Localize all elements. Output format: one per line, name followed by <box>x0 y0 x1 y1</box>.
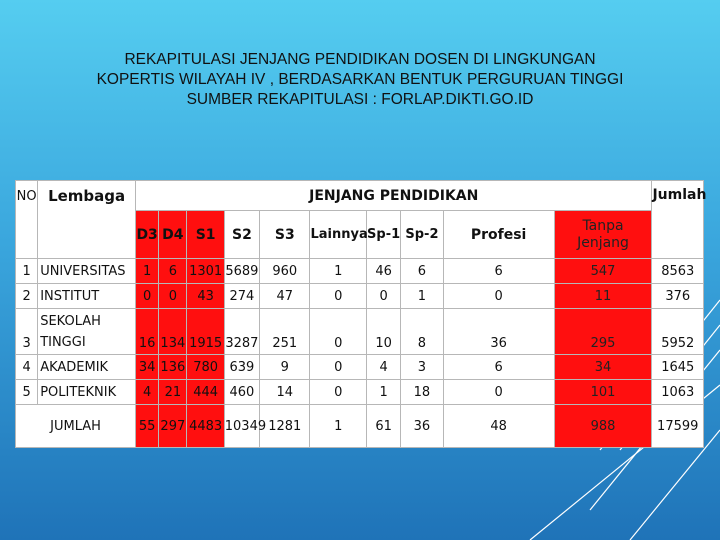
cell-s3: 251 <box>260 309 310 355</box>
cell-d4: 6 <box>159 259 187 284</box>
header-jumlah: Jumlah <box>652 181 704 259</box>
cell-profesi: 36 <box>443 309 554 355</box>
header-sp1: Sp-1 <box>366 211 400 259</box>
total-tanpa-jenjang: 988 <box>554 405 652 448</box>
cell-lainnya: 0 <box>310 284 366 309</box>
cell-sp1: 1 <box>366 380 400 405</box>
cell-lembaga <box>38 309 136 355</box>
title-line-1: REKAPITULASI JENJANG PENDIDIKAN DOSEN DI LINGKUNGAN <box>124 51 596 68</box>
cell-lainnya: 0 <box>310 355 366 380</box>
cell-s1: 780 <box>187 355 224 380</box>
cell-s3: 9 <box>260 355 310 380</box>
cell-lembaga: UNIVERSITAS <box>38 259 136 284</box>
cell-jumlah: 8563 <box>652 259 704 284</box>
header-s2: S2 <box>224 211 259 259</box>
rekap-table <box>15 180 707 448</box>
cell-lembaga: INSTITUT <box>38 284 136 309</box>
header-row-1 <box>16 181 704 211</box>
table-row <box>16 259 704 284</box>
cell-sp2: 1 <box>401 284 443 309</box>
total-jumlah: 17599 <box>652 405 704 448</box>
cell-lembaga: AKADEMIK <box>38 355 136 380</box>
cell-d4: 0 <box>159 284 187 309</box>
cell-jumlah: 5952 <box>652 309 704 355</box>
table-row <box>16 355 704 380</box>
cell-profesi: 0 <box>443 284 554 309</box>
total-sp2: 36 <box>401 405 443 448</box>
total-row <box>16 405 704 448</box>
cell-s1: 1915 <box>187 309 224 355</box>
header-s1: S1 <box>187 211 224 259</box>
cell-d3: 34 <box>136 355 159 380</box>
cell-jumlah: 376 <box>652 284 704 309</box>
cell-d4: 134 <box>159 309 187 355</box>
table-row <box>16 380 704 405</box>
total-lainnya: 1 <box>310 405 366 448</box>
cell-sp1: 46 <box>366 259 400 284</box>
cell-tanpa-jenjang: 34 <box>554 355 652 380</box>
cell-s1: 43 <box>187 284 224 309</box>
total-sp1: 61 <box>366 405 400 448</box>
cell-sp1: 0 <box>366 284 400 309</box>
cell-lembaga-line-2: TINGGI <box>40 334 86 350</box>
cell-jumlah: 1063 <box>652 380 704 405</box>
cell-no: 5 <box>16 380 38 405</box>
cell-profesi: 6 <box>443 259 554 284</box>
header-jenjang-pendidikan: JENJANG PENDIDIKAN <box>136 181 652 211</box>
total-d3: 55 <box>136 405 159 448</box>
cell-s3: 960 <box>260 259 310 284</box>
cell-s2: 639 <box>224 355 259 380</box>
cell-d4: 21 <box>159 380 187 405</box>
cell-sp2: 3 <box>401 355 443 380</box>
cell-no: 1 <box>16 259 38 284</box>
header-d4: D4 <box>159 211 187 259</box>
header-lainnya: Lainnya <box>310 211 366 259</box>
cell-s2: 5689 <box>224 259 259 284</box>
cell-lembaga: POLITEKNIK <box>38 380 136 405</box>
table-row <box>16 309 704 355</box>
cell-d3: 0 <box>136 284 159 309</box>
cell-no: 2 <box>16 284 38 309</box>
cell-s1: 1301 <box>187 259 224 284</box>
cell-s3: 47 <box>260 284 310 309</box>
cell-lainnya: 0 <box>310 380 366 405</box>
header-d3: D3 <box>136 211 159 259</box>
cell-tanpa-jenjang: 547 <box>554 259 652 284</box>
cell-d3: 16 <box>136 309 159 355</box>
cell-jumlah: 1645 <box>652 355 704 380</box>
rekap-table-wrapper <box>15 180 707 447</box>
title-line-3: SUMBER REKAPITULASI : FORLAP.DIKTI.GO.ID <box>186 91 534 108</box>
cell-d3: 4 <box>136 380 159 405</box>
cell-s2: 460 <box>224 380 259 405</box>
total-s1: 4483 <box>187 405 224 448</box>
total-s2: 10349 <box>224 405 259 448</box>
cell-profesi: 6 <box>443 355 554 380</box>
cell-tanpa-jenjang: 101 <box>554 380 652 405</box>
cell-lainnya: 1 <box>310 259 366 284</box>
cell-tanpa-jenjang: 295 <box>554 309 652 355</box>
cell-d3: 1 <box>136 259 159 284</box>
total-profesi: 48 <box>443 405 554 448</box>
total-label: JUMLAH <box>16 405 136 448</box>
cell-s2: 274 <box>224 284 259 309</box>
cell-lembaga-line-1: SEKOLAH <box>40 313 101 329</box>
header-profesi: Profesi <box>443 211 554 259</box>
title-line-2: KOPERTIS WILAYAH IV , BERDASARKAN BENTUK PERGURUAN TINGGI <box>96 71 624 88</box>
header-no: NO <box>16 181 38 259</box>
cell-s2: 3287 <box>224 309 259 355</box>
cell-tanpa-jenjang: 11 <box>554 284 652 309</box>
cell-sp2: 8 <box>401 309 443 355</box>
cell-sp1: 4 <box>366 355 400 380</box>
cell-lainnya: 0 <box>310 309 366 355</box>
cell-s3: 14 <box>260 380 310 405</box>
cell-s1: 444 <box>187 380 224 405</box>
cell-no: 3 <box>16 309 38 355</box>
total-s3: 1281 <box>260 405 310 448</box>
cell-sp2: 6 <box>401 259 443 284</box>
cell-sp1: 10 <box>366 309 400 355</box>
total-d4: 297 <box>159 405 187 448</box>
header-tanpa-jenjang: Tanpa Jenjang <box>554 211 652 259</box>
header-sp2: Sp-2 <box>401 211 443 259</box>
cell-sp2: 18 <box>401 380 443 405</box>
cell-d4: 136 <box>159 355 187 380</box>
header-lembaga: Lembaga <box>38 181 136 259</box>
cell-no: 4 <box>16 355 38 380</box>
table-row <box>16 284 704 309</box>
header-s3: S3 <box>260 211 310 259</box>
cell-profesi: 0 <box>443 380 554 405</box>
